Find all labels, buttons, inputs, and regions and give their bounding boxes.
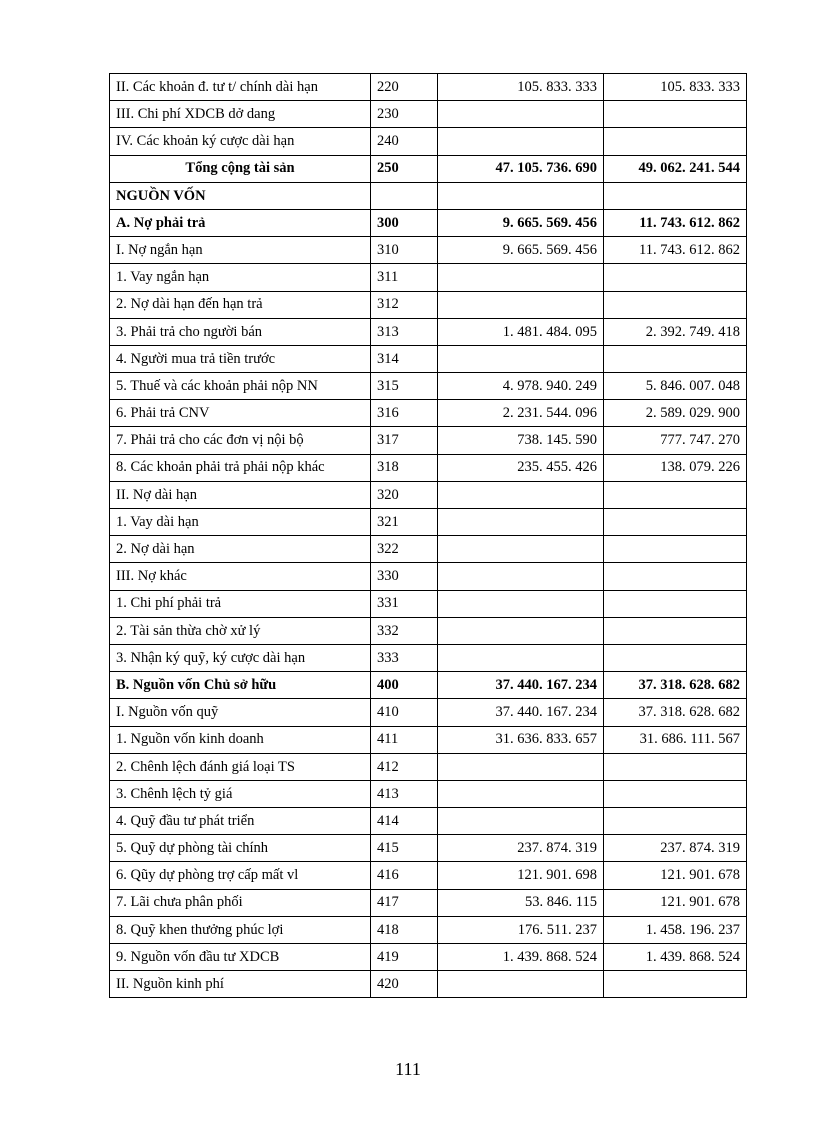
table-row: [110, 481, 747, 508]
row-label-cell: II. Nợ dài hạn: [110, 481, 371, 508]
row-label-cell: IV. Các khoản ký cược dài hạn: [110, 128, 371, 155]
page-number: 111: [395, 1059, 421, 1079]
row-value-end-cell: [604, 780, 747, 807]
table-row: [110, 889, 747, 916]
row-code-cell: 417: [371, 889, 438, 916]
table-row: [110, 808, 747, 835]
table-row: [110, 590, 747, 617]
row-value-end-cell: [604, 536, 747, 563]
row-value-start-cell: [438, 971, 604, 998]
row-value-end-cell: 37. 318. 628. 682: [604, 699, 747, 726]
row-value-start-cell: [438, 509, 604, 536]
row-label-cell: 3. Phải trả cho người bán: [110, 318, 371, 345]
row-value-end-cell: [604, 971, 747, 998]
row-code-cell: 410: [371, 699, 438, 726]
row-value-end-cell: 37. 318. 628. 682: [604, 672, 747, 699]
row-value-start-cell: 105. 833. 333: [438, 74, 604, 101]
row-code-cell: 312: [371, 291, 438, 318]
row-value-end-cell: [604, 182, 747, 209]
row-label-cell: Tổng cộng tài sản: [110, 155, 371, 182]
row-value-end-cell: 138. 079. 226: [604, 454, 747, 481]
row-value-end-cell: [604, 264, 747, 291]
row-value-start-cell: 53. 846. 115: [438, 889, 604, 916]
row-value-end-cell: [604, 808, 747, 835]
table-row: [110, 862, 747, 889]
row-value-start-cell: 237. 874. 319: [438, 835, 604, 862]
table-row: [110, 509, 747, 536]
row-code-cell: 331: [371, 590, 438, 617]
row-code-cell: 330: [371, 563, 438, 590]
table-row: [110, 373, 747, 400]
row-value-end-cell: 11. 743. 612. 862: [604, 209, 747, 236]
row-label-cell: 2. Tài sản thừa chờ xử lý: [110, 617, 371, 644]
row-value-start-cell: 37. 440. 167. 234: [438, 699, 604, 726]
table-row: [110, 835, 747, 862]
row-label-cell: II. Các khoản đ. tư t/ chính dài hạn: [110, 74, 371, 101]
row-label-cell: 7. Phải trả cho các đơn vị nội bộ: [110, 427, 371, 454]
table-row: [110, 182, 747, 209]
row-value-start-cell: [438, 644, 604, 671]
row-value-start-cell: [438, 481, 604, 508]
row-value-end-cell: [604, 753, 747, 780]
row-label-cell: 6. Qũy dự phòng trợ cấp mất vl: [110, 862, 371, 889]
table-row: [110, 318, 747, 345]
balance-sheet-body: [110, 74, 747, 998]
table-row: [110, 726, 747, 753]
row-code-cell: 220: [371, 74, 438, 101]
row-value-start-cell: 1. 481. 484. 095: [438, 318, 604, 345]
table-row: [110, 291, 747, 318]
row-value-end-cell: [604, 128, 747, 155]
row-value-start-cell: [438, 808, 604, 835]
row-code-cell: 230: [371, 101, 438, 128]
row-value-end-cell: [604, 509, 747, 536]
row-value-start-cell: [438, 780, 604, 807]
row-label-cell: II. Nguồn kinh phí: [110, 971, 371, 998]
table-row: [110, 400, 747, 427]
row-code-cell: 314: [371, 345, 438, 372]
table-row: [110, 155, 747, 182]
table-row: [110, 563, 747, 590]
row-label-cell: 9. Nguồn vốn đầu tư XDCB: [110, 944, 371, 971]
row-code-cell: 310: [371, 237, 438, 264]
row-label-cell: 1. Vay ngắn hạn: [110, 264, 371, 291]
table-row: [110, 644, 747, 671]
row-value-end-cell: [604, 617, 747, 644]
row-code-cell: 313: [371, 318, 438, 345]
row-label-cell: III. Chi phí XDCB dở dang: [110, 101, 371, 128]
table-row: [110, 971, 747, 998]
table-row: [110, 128, 747, 155]
table-row: [110, 101, 747, 128]
row-code-cell: 320: [371, 481, 438, 508]
row-value-end-cell: [604, 101, 747, 128]
row-value-start-cell: 2. 231. 544. 096: [438, 400, 604, 427]
table-row: [110, 345, 747, 372]
row-value-end-cell: 1. 458. 196. 237: [604, 916, 747, 943]
row-code-cell: 333: [371, 644, 438, 671]
row-code-cell: 413: [371, 780, 438, 807]
table-row: [110, 264, 747, 291]
row-label-cell: 4. Người mua trả tiền trước: [110, 345, 371, 372]
row-value-end-cell: 11. 743. 612. 862: [604, 237, 747, 264]
row-label-cell: A. Nợ phải trả: [110, 209, 371, 236]
table-row: [110, 427, 747, 454]
table-row: [110, 699, 747, 726]
row-label-cell: I. Nợ ngắn hạn: [110, 237, 371, 264]
row-value-end-cell: [604, 291, 747, 318]
row-value-start-cell: 738. 145. 590: [438, 427, 604, 454]
row-label-cell: 6. Phải trả CNV: [110, 400, 371, 427]
table-row: [110, 237, 747, 264]
row-value-end-cell: 777. 747. 270: [604, 427, 747, 454]
row-code-cell: 332: [371, 617, 438, 644]
row-label-cell: III. Nợ khác: [110, 563, 371, 590]
table-row: [110, 209, 747, 236]
row-value-start-cell: 47. 105. 736. 690: [438, 155, 604, 182]
row-value-end-cell: 2. 392. 749. 418: [604, 318, 747, 345]
row-value-start-cell: [438, 101, 604, 128]
row-label-cell: 2. Nợ dài hạn: [110, 536, 371, 563]
row-value-start-cell: [438, 563, 604, 590]
row-code-cell: 416: [371, 862, 438, 889]
table-row: [110, 944, 747, 971]
row-code-cell: 418: [371, 916, 438, 943]
row-value-end-cell: [604, 345, 747, 372]
row-value-start-cell: [438, 345, 604, 372]
row-code-cell: 415: [371, 835, 438, 862]
row-value-start-cell: [438, 128, 604, 155]
row-value-start-cell: [438, 264, 604, 291]
row-value-start-cell: 121. 901. 698: [438, 862, 604, 889]
row-value-start-cell: 1. 439. 868. 524: [438, 944, 604, 971]
row-label-cell: 5. Quỹ dự phòng tài chính: [110, 835, 371, 862]
row-label-cell: NGUỒN VỐN: [110, 182, 371, 209]
row-value-end-cell: [604, 481, 747, 508]
row-label-cell: 8. Quỹ khen thưởng phúc lợi: [110, 916, 371, 943]
row-code-cell: 420: [371, 971, 438, 998]
row-code-cell: 318: [371, 454, 438, 481]
row-code-cell: 300: [371, 209, 438, 236]
table-row: [110, 74, 747, 101]
row-label-cell: B. Nguồn vốn Chủ sở hữu: [110, 672, 371, 699]
row-value-start-cell: [438, 182, 604, 209]
row-value-end-cell: 2. 589. 029. 900: [604, 400, 747, 427]
row-value-start-cell: 176. 511. 237: [438, 916, 604, 943]
table-row: [110, 753, 747, 780]
row-value-start-cell: 9. 665. 569. 456: [438, 209, 604, 236]
row-code-cell: 311: [371, 264, 438, 291]
balance-sheet-table: [109, 73, 747, 998]
table-row: [110, 780, 747, 807]
row-code-cell: 400: [371, 672, 438, 699]
row-value-start-cell: 37. 440. 167. 234: [438, 672, 604, 699]
table-row: [110, 536, 747, 563]
row-value-start-cell: [438, 590, 604, 617]
table-row: [110, 672, 747, 699]
row-value-start-cell: 31. 636. 833. 657: [438, 726, 604, 753]
row-value-end-cell: 105. 833. 333: [604, 74, 747, 101]
row-code-cell: 315: [371, 373, 438, 400]
row-value-end-cell: 31. 686. 111. 567: [604, 726, 747, 753]
row-label-cell: 1. Vay dài hạn: [110, 509, 371, 536]
row-label-cell: 8. Các khoản phải trả phải nộp khác: [110, 454, 371, 481]
row-code-cell: 317: [371, 427, 438, 454]
row-code-cell: 240: [371, 128, 438, 155]
row-code-cell: 316: [371, 400, 438, 427]
row-label-cell: 1. Nguồn vốn kinh doanh: [110, 726, 371, 753]
row-value-end-cell: 237. 874. 319: [604, 835, 747, 862]
row-value-start-cell: [438, 291, 604, 318]
row-value-end-cell: [604, 644, 747, 671]
row-code-cell: 419: [371, 944, 438, 971]
row-value-start-cell: [438, 617, 604, 644]
table-row: [110, 617, 747, 644]
row-code-cell: 411: [371, 726, 438, 753]
row-code-cell: 321: [371, 509, 438, 536]
row-value-end-cell: [604, 563, 747, 590]
row-label-cell: 1. Chi phí phải trả: [110, 590, 371, 617]
row-code-cell: 250: [371, 155, 438, 182]
row-label-cell: 3. Chênh lệch tỷ giá: [110, 780, 371, 807]
table-row: [110, 454, 747, 481]
row-label-cell: 5. Thuế và các khoản phải nộp NN: [110, 373, 371, 400]
row-label-cell: 2. Nợ dài hạn đến hạn trả: [110, 291, 371, 318]
row-value-start-cell: 4. 978. 940. 249: [438, 373, 604, 400]
row-value-end-cell: 121. 901. 678: [604, 862, 747, 889]
row-code-cell: 414: [371, 808, 438, 835]
row-value-end-cell: 121. 901. 678: [604, 889, 747, 916]
row-label-cell: 2. Chênh lệch đánh giá loại TS: [110, 753, 371, 780]
row-value-start-cell: [438, 536, 604, 563]
row-value-start-cell: 235. 455. 426: [438, 454, 604, 481]
table-row: [110, 916, 747, 943]
row-value-end-cell: 5. 846. 007. 048: [604, 373, 747, 400]
row-value-end-cell: 49. 062. 241. 544: [604, 155, 747, 182]
row-label-cell: 7. Lãi chưa phân phối: [110, 889, 371, 916]
row-value-end-cell: [604, 590, 747, 617]
row-value-start-cell: [438, 753, 604, 780]
row-value-start-cell: 9. 665. 569. 456: [438, 237, 604, 264]
row-code-cell: [371, 182, 438, 209]
row-label-cell: I. Nguồn vốn quỹ: [110, 699, 371, 726]
row-label-cell: 3. Nhận ký quỹ, ký cược dài hạn: [110, 644, 371, 671]
row-label-cell: 4. Quỹ đầu tư phát triển: [110, 808, 371, 835]
row-code-cell: 412: [371, 753, 438, 780]
row-value-end-cell: 1. 439. 868. 524: [604, 944, 747, 971]
row-code-cell: 322: [371, 536, 438, 563]
